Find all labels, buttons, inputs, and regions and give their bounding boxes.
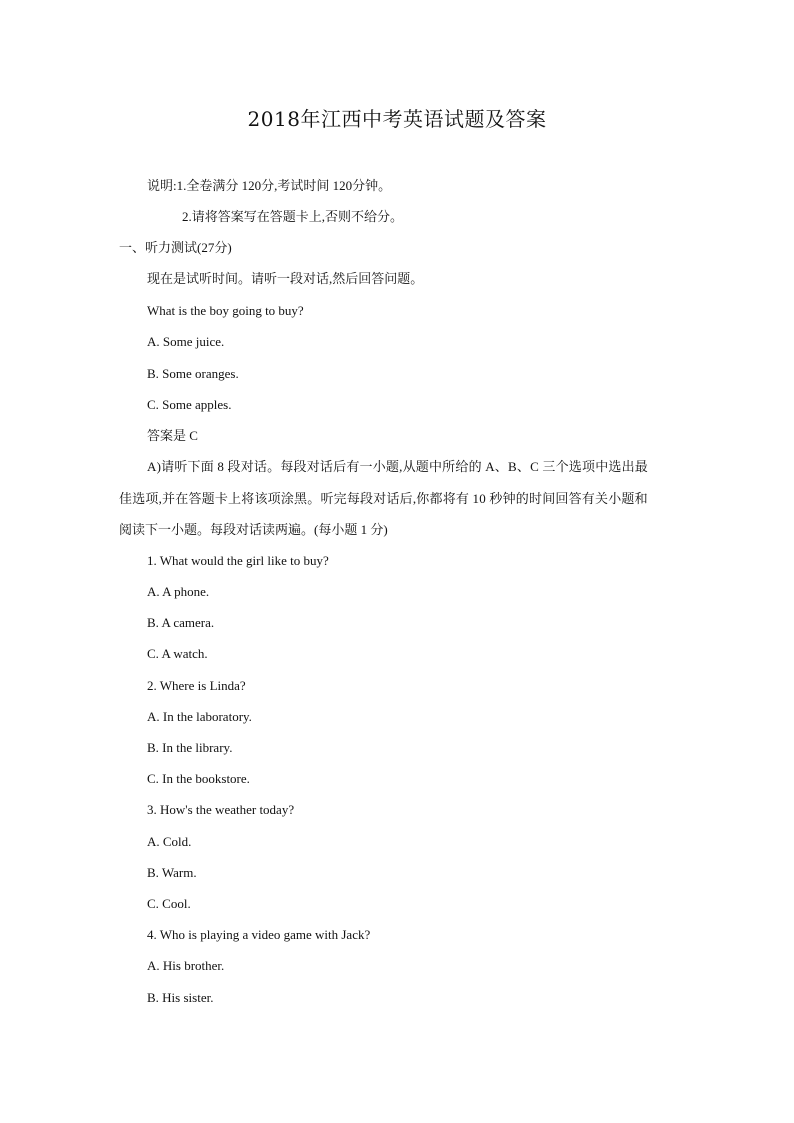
part-a-instruction-line-3: 阅读下一小题。每段对话读两遍。(每小题 1 分)	[119, 522, 388, 537]
question-3: 3. How's the weather today?	[147, 802, 295, 817]
trial-option-a: A. Some juice.	[147, 334, 225, 349]
trial-option-c: C. Some apples.	[147, 397, 232, 412]
question-4-option-a: A. His brother.	[147, 958, 225, 973]
question-2-option-b: B. In the library.	[147, 740, 233, 755]
question-4: 4. Who is playing a video game with Jack?	[147, 927, 371, 942]
question-2: 2. Where is Linda?	[147, 678, 246, 693]
question-4-option-b: B. His sister.	[147, 990, 214, 1005]
question-1-option-a: A. A phone.	[147, 584, 210, 599]
part-a-instruction-line-1: A)请听下面 8 段对话。每段对话后有一小题,从题中所给的 A、B、C 三个选项中选出最	[147, 459, 648, 474]
part-a-instruction-line-2: 佳选项,并在答题卡上将该项涂黑。听完每段对话后,你都将有 10 秒钟的时间回答有关小题和	[119, 491, 648, 506]
trial-intro: 现在是试听时间。请听一段对话,然后回答问题。	[147, 271, 424, 286]
instruction-note-2: 2.请将答案写在答题卡上,否则不给分。	[182, 209, 404, 224]
question-3-option-b: B. Warm.	[147, 865, 197, 880]
section-heading-listening: 一、听力测试(27分)	[119, 240, 232, 255]
question-3-option-c: C. Cool.	[147, 896, 191, 911]
question-2-option-a: A. In the laboratory.	[147, 709, 252, 724]
document-title: 2018年江西中考英语试题及答案	[247, 107, 547, 131]
question-1-option-c: C. A watch.	[147, 646, 208, 661]
trial-question: What is the boy going to buy?	[147, 303, 304, 318]
question-1-option-b: B. A camera.	[147, 615, 215, 630]
question-3-option-a: A. Cold.	[147, 834, 192, 849]
instruction-note-1: 说明:1.全卷满分 120分,考试时间 120分钟。	[147, 178, 392, 193]
question-1: 1. What would the girl like to buy?	[147, 553, 329, 568]
trial-answer: 答案是 C	[147, 428, 198, 443]
trial-option-b: B. Some oranges.	[147, 366, 239, 381]
question-2-option-c: C. In the bookstore.	[147, 771, 250, 786]
